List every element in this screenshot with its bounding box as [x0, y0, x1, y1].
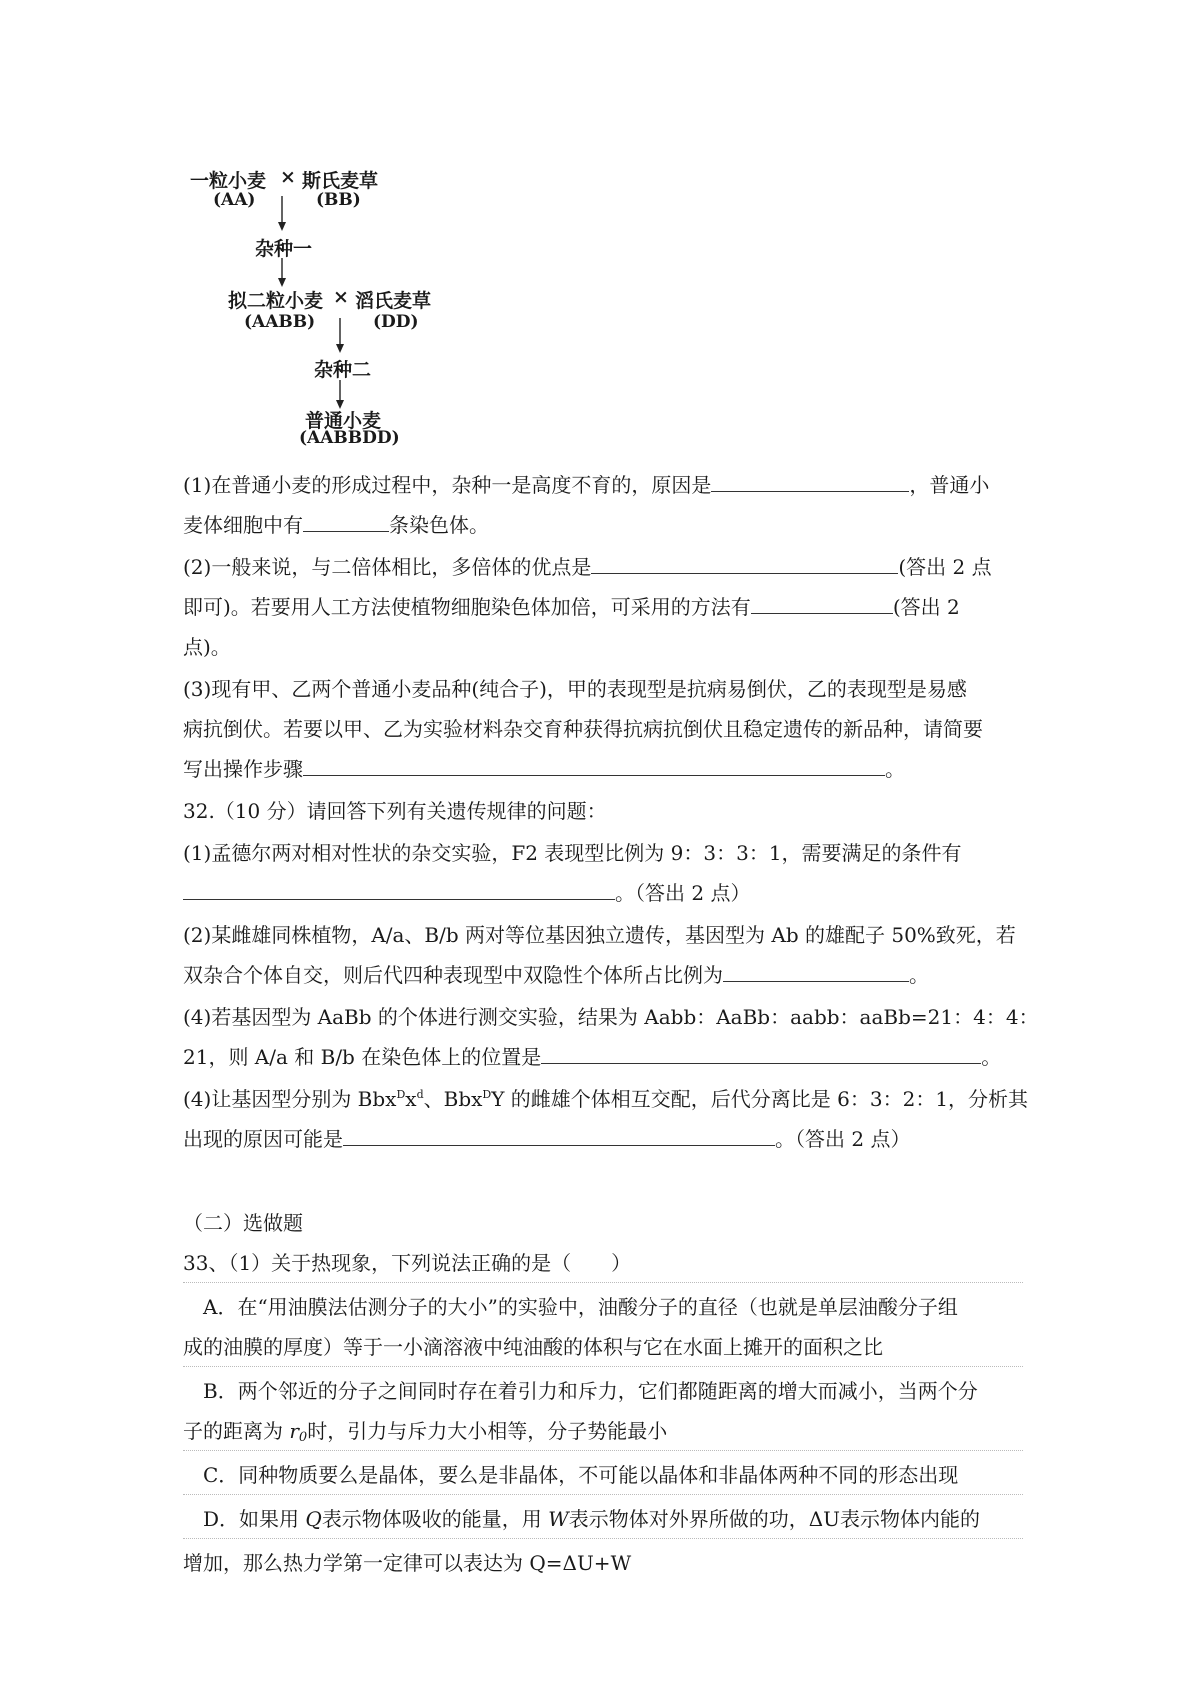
answer-blank[interactable]	[723, 963, 909, 982]
parent2-right-label: 滔氏麦草	[355, 290, 432, 312]
hybrid1-label: 杂种一	[255, 238, 313, 260]
q32-part3-line1: (4)若基因型为 AaBb 的个体进行测交实验，结果为 Aabb：AaBb：aabb：aaBb=21：4：4：	[183, 1005, 1039, 1029]
option-a-line1: A．在“用油膜法估测分子的大小”的实验中，油酸分子的直径（也就是单层油酸分子组	[203, 1295, 958, 1319]
parent1-right-label: 斯氏麦草	[302, 170, 379, 192]
answer-blank[interactable]	[303, 513, 389, 532]
answer-blank[interactable]	[711, 473, 909, 492]
q32-part1-line2: 。（答出 2 点）	[183, 880, 750, 906]
elective-section-title: （二）选做题	[183, 1211, 303, 1235]
option-b-line1: B．两个邻近的分子之间同时存在着引力和斥力，它们都随距离的增大而减小，当两个分	[203, 1379, 978, 1403]
arrow-down-icon	[276, 258, 288, 288]
final-product-label: 普通小麦	[305, 410, 382, 432]
answer-blank[interactable]	[303, 757, 885, 776]
option-d-line2: 增加，那么热力学第一定律可以表达为 Q=ΔU+W	[183, 1551, 632, 1575]
q32-part4-line1: (4)让基因型分别为 $Bbx^Dx^d$、Bbx$^D$Y 的雌雄个体相互交配，后代分离比是 6：3：2：1，分析其	[183, 1087, 1029, 1111]
parent1-right-genotype: (BB)	[316, 190, 361, 210]
arrow-down-icon	[276, 196, 288, 232]
option-b-line2: 子的距离为 $r_0$时，引力与斥力大小相等，分子势能最小	[183, 1419, 668, 1445]
parent1-left-genotype: (AA)	[213, 190, 256, 210]
q31-part3-line2: 病抗倒伏。若要以甲、乙为实验材料杂交育种获得抗病抗倒伏且稳定遗传的新品种，请简要	[183, 717, 983, 741]
answer-blank[interactable]	[591, 555, 898, 574]
q33-heading: 33、（1）关于热现象，下列说法正确的是（ ）	[183, 1251, 632, 1275]
answer-blank[interactable]	[343, 1127, 775, 1146]
divider	[183, 1494, 1023, 1495]
q31-part2-line1: (2)一般来说，与二倍体相比，多倍体的优点是 (答出 2 点	[183, 555, 992, 579]
divider	[183, 1450, 1023, 1451]
parent2-right-genotype: (DD)	[373, 312, 419, 332]
q31-part3-line1: (3)现有甲、乙两个普通小麦品种(纯合子)，甲的表现型是抗病易倒伏，乙的表现型是易感	[183, 677, 967, 701]
q32-part3-line2: 21，则 A/a 和 B/b 在染色体上的位置是 。	[183, 1045, 1002, 1069]
divider	[183, 1282, 1023, 1283]
parent1-left-label: 一粒小麦	[190, 170, 267, 192]
cross-symbol: ×	[280, 166, 296, 188]
parent2-left-genotype: (AABB)	[244, 312, 316, 332]
final-product-genotype: (AABBDD)	[299, 428, 400, 448]
hybrid2-label: 杂种二	[314, 359, 372, 381]
divider	[183, 1366, 1023, 1367]
answer-blank[interactable]	[751, 595, 893, 614]
arrow-down-icon	[334, 318, 346, 354]
q32-part2-line2: 双杂合个体自交，则后代四种表现型中双隐性个体所占比例为 。	[183, 963, 929, 987]
cross-symbol: ×	[333, 286, 349, 308]
q31-part2-line3: 点)。	[183, 635, 231, 659]
option-a-line2: 成的油膜的厚度）等于一小滴溶液中纯油酸的体积与它在水面上摊开的面积之比	[183, 1335, 883, 1359]
parent2-left-label: 拟二粒小麦	[228, 290, 324, 312]
q31-part1-line2: 麦体细胞中有 条染色体。	[183, 513, 489, 537]
answer-blank[interactable]	[183, 881, 615, 900]
divider	[183, 1538, 1023, 1539]
q31-part2-line2: 即可)。若要用人工方法使植物细胞染色体加倍，可采用的方法有 (答出 2	[183, 595, 960, 619]
q32-heading: 32.（10 分）请回答下列有关遗传规律的问题：	[183, 799, 607, 823]
option-c-line1: C．同种物质要么是晶体，要么是非晶体，不可能以晶体和非晶体两种不同的形态出现	[203, 1463, 959, 1487]
q31-part1-line1: (1)在普通小麦的形成过程中，杂种一是高度不育的，原因是 ，普通小	[183, 473, 990, 497]
option-d-line1: D．如果用 Q表示物体吸收的能量，用 W表示物体对外界所做的功，ΔU表示物体内能的	[203, 1507, 981, 1531]
q32-part4-line2: 出现的原因可能是 。（答出 2 点）	[183, 1127, 911, 1151]
q32-part1-line1: (1)孟德尔两对相对性状的杂交实验，F2 表现型比例为 9：3：3：1，需要满足的条件有	[183, 841, 962, 865]
q31-part3-line3: 写出操作步骤 。	[183, 757, 905, 781]
q32-part2-line1: (2)某雌雄同株植物，A/a、B/b 两对等位基因独立遗传，基因型为 Ab 的雄配子 50%致死，若	[183, 923, 1016, 947]
answer-blank[interactable]	[541, 1045, 981, 1064]
